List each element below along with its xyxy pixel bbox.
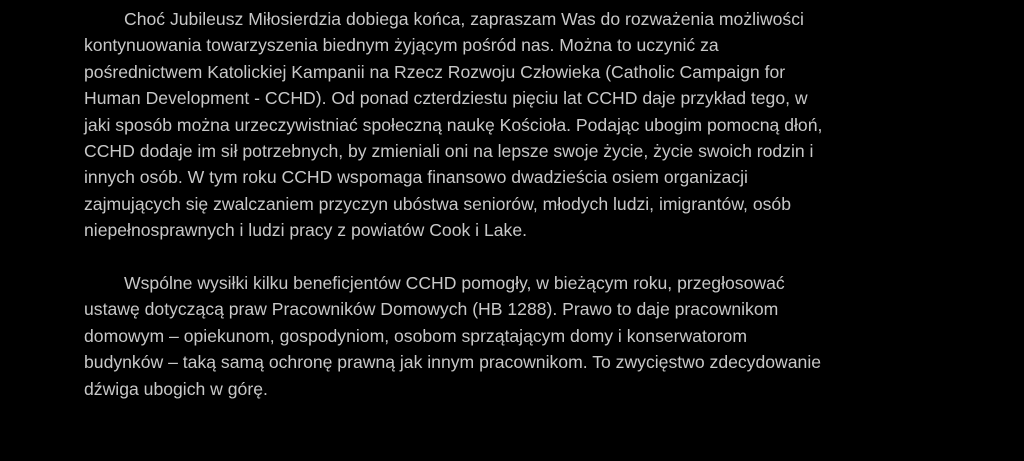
- text-line: CCHD dodaje im sił potrzebnych, by zmieniali oni na lepsze swoje życie, życie swoich rodzin i: [84, 141, 814, 162]
- text-line: ustawę dotyczącą praw Pracowników Domowych (HB 1288). Prawo to daje pracownikom: [84, 299, 779, 320]
- text-line: Human Development - CCHD). Od ponad czterdziestu pięciu lat CCHD daje przykład tego, w: [84, 88, 808, 109]
- paragraph-jubilee: [0, 6, 940, 244]
- text-line: zajmujących się zwalczaniem przyczyn ubóstwa seniorów, młodych ludzi, imigrantów, osób: [84, 193, 791, 214]
- paragraph-gap: [0, 244, 1024, 270]
- text-line: domowym – opiekunom, gospodyniom, osobom sprzątającym domy i konserwatorom: [84, 325, 747, 346]
- text-line: Choć Jubileusz Miłosierdzia dobiega końca, zapraszam Was do rozważenia możliwości: [124, 9, 804, 29]
- paragraph-domestic-workers: [0, 270, 940, 402]
- text-line: pośrednictwem Katolickiej Kampanii na Rzecz Rozwoju Człowieka (Catholic Campaign for: [84, 61, 786, 82]
- text-line: budynków – taką samą ochronę prawną jak innym pracownikom. To zwycięstwo zdecydowanie: [84, 352, 822, 373]
- text-line: dźwiga ubogich w górę.: [84, 378, 268, 399]
- text-line: kontynuowania towarzyszenia biednym żyjącym pośród nas. Można to uczynić za: [84, 35, 719, 56]
- text-line: Wspólne wysiłki kilku beneficjentów CCHD pomogły, w bieżącym roku, przegłosować: [124, 273, 785, 294]
- text-line: innych osób. W tym roku CCHD wspomaga finansowo dwadzieścia osiem organizacji: [84, 167, 748, 188]
- text-line: niepełnosprawnych i ludzi pracy z powiatów Cook i Lake.: [84, 220, 528, 241]
- text-line: jaki sposób można urzeczywistniać społeczną naukę Kościoła. Podając ubogim pomocną dłoń,: [84, 114, 823, 135]
